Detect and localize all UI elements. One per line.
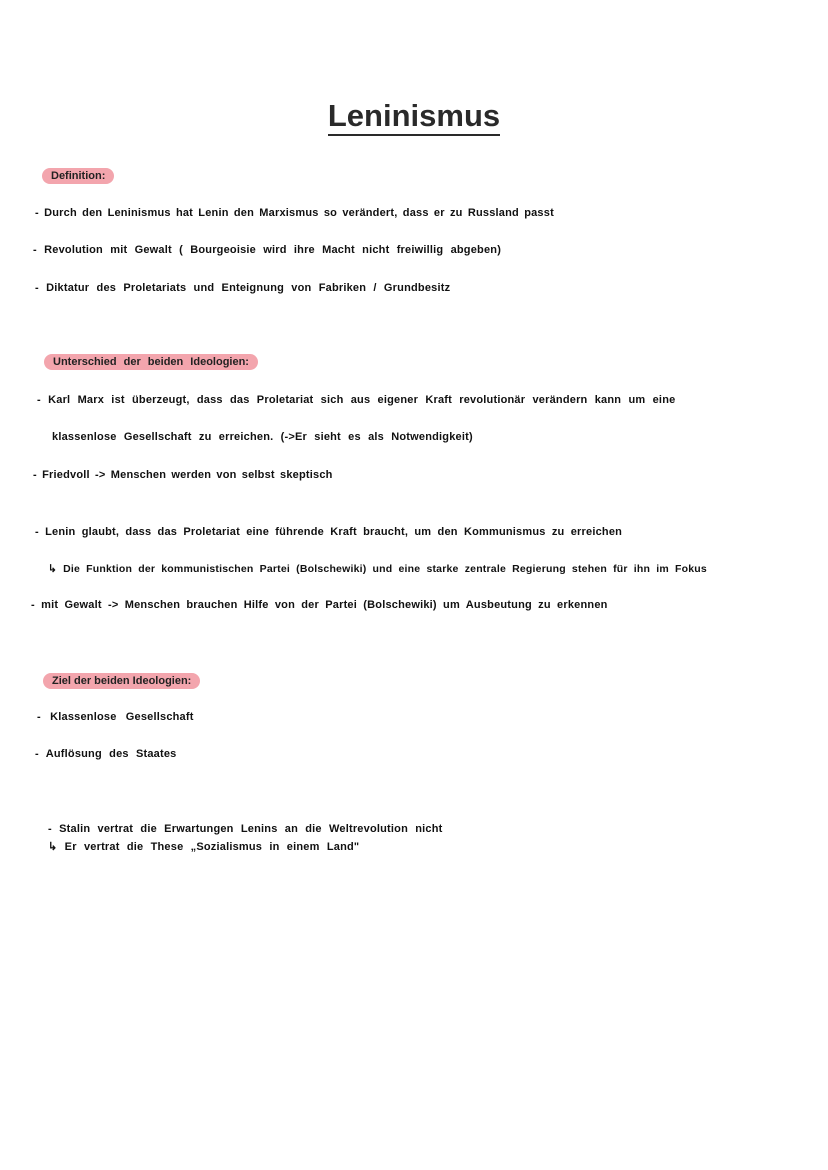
unterschied-item: - Lenin glaubt, dass das Proletariat eine führende Kraft braucht, um den Kommunismus zu erreichen (35, 526, 623, 538)
stalin-item: ↳ Er vertrat die These „Sozialismus in einem Land" (48, 841, 360, 853)
definition-item: - Revolution mit Gewalt ( Bourgeoisie wird ihre Macht nicht freiwillig abgeben) (33, 244, 502, 256)
ziel-item: - Auflösung des Staates (35, 748, 177, 760)
unterschied-item: - Karl Marx ist überzeugt, dass das Proletariat sich aus eigener Kraft revolutionär verändern kann um eine (37, 394, 676, 406)
title-text: Leninismus (328, 98, 500, 136)
heading-unterschied: Unterschied der beiden Ideologien: (44, 354, 258, 370)
ziel-item: - Klassenlose Gesellschaft (37, 711, 194, 723)
definition-item: - Diktatur des Proletariats und Enteignung von Fabriken / Grundbesitz (35, 282, 451, 294)
unterschied-item: - Friedvoll -> Menschen werden von selbst skeptisch (33, 469, 333, 481)
heading-ziel: Ziel der beiden Ideologien: (43, 673, 200, 689)
unterschied-item: - mit Gewalt -> Menschen brauchen Hilfe von der Partei (Bolschewiki) um Ausbeutung zu erkennen (31, 599, 608, 611)
heading-definition: Definition: (42, 168, 114, 184)
unterschied-item: klassenlose Gesellschaft zu erreichen. (->Er sieht es als Notwendigkeit) (52, 431, 473, 443)
page-title (0, 98, 828, 134)
unterschied-item: ↳ Die Funktion der kommunistischen Partei (Bolschewiki) und eine starke zentrale Regierung stehen für ihn im Fokus (48, 563, 707, 575)
stalin-item: - Stalin vertrat die Erwartungen Lenins an die Weltrevolution nicht (48, 823, 443, 835)
definition-item: - Durch den Leninismus hat Lenin den Marxismus so verändert, dass er zu Russland passt (35, 207, 554, 219)
